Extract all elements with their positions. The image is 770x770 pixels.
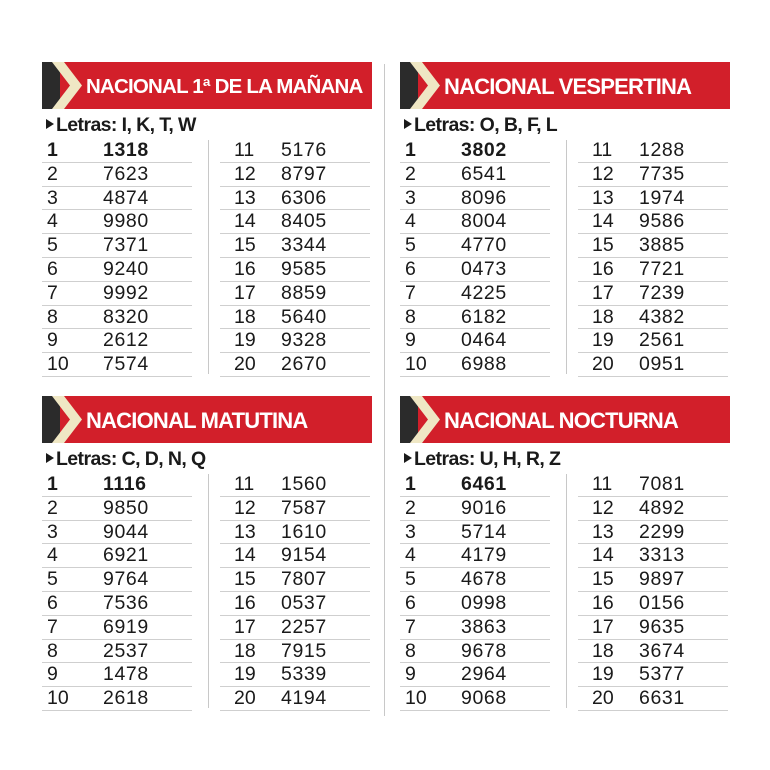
result-row: [400, 568, 550, 592]
result-number: 7371: [103, 234, 149, 257]
result-position: 18: [592, 639, 614, 662]
result-position: 6: [47, 257, 58, 280]
results-column-left: [400, 139, 550, 377]
result-position: 8: [47, 639, 58, 662]
result-number: 4382: [639, 305, 685, 328]
letras-text: Letras: U, H, R, Z: [414, 448, 561, 470]
result-position: 3: [405, 520, 416, 543]
block-banner: [400, 396, 730, 443]
result-row: [42, 497, 192, 521]
result-number: 6919: [103, 615, 149, 638]
result-number: 2537: [103, 639, 149, 662]
result-number: 3802: [461, 139, 507, 161]
results-block-nocturna: [400, 396, 732, 718]
result-number: 9068: [461, 687, 507, 710]
result-position: 8: [405, 639, 416, 662]
result-position: 4: [405, 544, 416, 567]
result-row: [400, 687, 550, 711]
result-position: 18: [234, 639, 256, 662]
result-number: 4179: [461, 544, 507, 567]
result-number: 7915: [281, 639, 327, 662]
result-row: [400, 282, 550, 306]
block-title: NACIONAL MATUTINA: [86, 408, 308, 433]
results-block-matutina: [42, 396, 374, 718]
result-row: [400, 329, 550, 353]
result-number: 6461: [461, 473, 507, 495]
block-banner: [42, 62, 372, 109]
result-row: [220, 210, 370, 234]
result-row: [220, 306, 370, 330]
result-row: [220, 187, 370, 211]
result-number: 9980: [103, 210, 149, 233]
result-number: 3863: [461, 615, 507, 638]
result-position: 6: [47, 591, 58, 614]
result-number: 0464: [461, 329, 507, 352]
result-row: [42, 329, 192, 353]
result-position: 17: [592, 615, 614, 638]
result-row: [400, 306, 550, 330]
block-banner: [400, 62, 730, 109]
result-position: 12: [234, 162, 256, 185]
result-number: 5640: [281, 305, 327, 328]
result-number: 7536: [103, 591, 149, 614]
result-row: [220, 497, 370, 521]
result-row: [400, 663, 550, 687]
inner-column-divider: [566, 474, 567, 708]
results-block-vespertina: [400, 62, 732, 384]
result-row: [578, 473, 728, 497]
letras-text: Letras: O, B, F, L: [414, 114, 558, 136]
result-row: [220, 521, 370, 545]
result-row: [578, 568, 728, 592]
result-position: 16: [592, 591, 614, 614]
result-position: 10: [47, 353, 69, 376]
result-number: 9678: [461, 639, 507, 662]
result-position: 11: [592, 139, 613, 161]
result-row: [220, 616, 370, 640]
result-position: 19: [592, 329, 614, 352]
results-column-right: [578, 139, 728, 377]
result-row: [578, 687, 728, 711]
result-number: 4194: [281, 687, 327, 710]
result-row: [578, 640, 728, 664]
result-number: 0537: [281, 591, 327, 614]
result-row: [42, 544, 192, 568]
result-position: 4: [47, 210, 58, 233]
result-number: 7735: [639, 162, 685, 185]
result-row: [42, 258, 192, 282]
result-number: 3313: [639, 544, 685, 567]
result-row: [42, 592, 192, 616]
result-number: 0998: [461, 591, 507, 614]
result-position: 7: [405, 281, 416, 304]
result-row: [400, 187, 550, 211]
result-row: [400, 640, 550, 664]
result-number: 2670: [281, 353, 327, 376]
result-position: 13: [234, 186, 256, 209]
results-column-right: [220, 139, 370, 377]
result-row: [220, 163, 370, 187]
result-row: [578, 139, 728, 163]
letras-line: [404, 112, 557, 138]
result-number: 9016: [461, 496, 507, 519]
result-number: 0156: [639, 591, 685, 614]
result-position: 3: [47, 186, 58, 209]
result-position: 10: [405, 353, 427, 376]
result-number: 4678: [461, 568, 507, 591]
result-number: 9328: [281, 329, 327, 352]
result-number: 2257: [281, 615, 327, 638]
result-number: 6988: [461, 353, 507, 376]
result-number: 7623: [103, 162, 149, 185]
result-position: 12: [592, 162, 614, 185]
result-position: 14: [234, 544, 256, 567]
result-position: 15: [234, 234, 256, 257]
result-number: 6631: [639, 687, 685, 710]
result-row: [578, 258, 728, 282]
result-position: 1: [405, 139, 416, 161]
result-position: 1: [405, 473, 416, 495]
result-position: 13: [592, 520, 614, 543]
result-position: 13: [234, 520, 256, 543]
letras-line: [404, 446, 560, 472]
result-position: 15: [234, 568, 256, 591]
result-row: [400, 616, 550, 640]
result-number: 2964: [461, 663, 507, 686]
result-position: 11: [234, 473, 255, 495]
result-number: 5377: [639, 663, 685, 686]
result-row: [400, 234, 550, 258]
result-position: 7: [405, 615, 416, 638]
result-position: 18: [234, 305, 256, 328]
result-number: 3674: [639, 639, 685, 662]
result-position: 2: [405, 496, 416, 519]
result-row: [578, 521, 728, 545]
block-title: NACIONAL VESPERTINA: [444, 74, 692, 99]
result-row: [578, 616, 728, 640]
result-position: 20: [234, 353, 256, 376]
result-row: [220, 687, 370, 711]
inner-column-divider: [208, 474, 209, 708]
result-number: 7239: [639, 281, 685, 304]
result-position: 6: [405, 591, 416, 614]
result-position: 20: [234, 687, 256, 710]
result-position: 14: [234, 210, 256, 233]
result-row: [220, 473, 370, 497]
result-position: 15: [592, 234, 614, 257]
result-row: [578, 592, 728, 616]
result-row: [42, 282, 192, 306]
result-position: 2: [47, 162, 58, 185]
result-position: 12: [234, 496, 256, 519]
result-position: 10: [405, 687, 427, 710]
result-number: 7081: [639, 473, 685, 495]
result-number: 5176: [281, 139, 327, 161]
block-title: NACIONAL 1ª DE LA MAÑANA: [86, 75, 363, 98]
result-number: 9764: [103, 568, 149, 591]
result-row: [42, 163, 192, 187]
result-row: [42, 139, 192, 163]
result-row: [400, 163, 550, 187]
results-column-right: [220, 473, 370, 711]
result-position: 3: [47, 520, 58, 543]
result-position: 7: [47, 615, 58, 638]
center-divider: [384, 64, 385, 716]
result-position: 2: [405, 162, 416, 185]
result-row: [578, 282, 728, 306]
result-position: 17: [234, 615, 256, 638]
result-number: 1318: [103, 139, 149, 161]
result-row: [400, 258, 550, 282]
result-number: 9044: [103, 520, 149, 543]
result-row: [578, 163, 728, 187]
result-position: 9: [405, 329, 416, 352]
result-position: 19: [234, 663, 256, 686]
result-position: 16: [592, 257, 614, 280]
result-position: 5: [47, 568, 58, 591]
result-position: 9: [47, 329, 58, 352]
inner-column-divider: [566, 140, 567, 374]
result-row: [42, 687, 192, 711]
result-position: 4: [405, 210, 416, 233]
result-row: [400, 210, 550, 234]
result-number: 7574: [103, 353, 149, 376]
result-number: 5714: [461, 520, 507, 543]
result-row: [578, 497, 728, 521]
inner-column-divider: [208, 140, 209, 374]
result-number: 1610: [281, 520, 327, 543]
result-position: 5: [47, 234, 58, 257]
result-position: 17: [234, 281, 256, 304]
result-row: [220, 568, 370, 592]
result-position: 15: [592, 568, 614, 591]
result-row: [220, 663, 370, 687]
result-row: [578, 306, 728, 330]
result-number: 7587: [281, 496, 327, 519]
results-column-left: [42, 139, 192, 377]
result-number: 5339: [281, 663, 327, 686]
result-number: 1288: [639, 139, 685, 161]
result-number: 8859: [281, 281, 327, 304]
result-row: [400, 497, 550, 521]
result-row: [220, 353, 370, 377]
result-number: 6182: [461, 305, 507, 328]
result-row: [220, 282, 370, 306]
result-row: [400, 353, 550, 377]
results-block-primera-manana: [42, 62, 374, 384]
result-number: 6921: [103, 544, 149, 567]
result-number: 9897: [639, 568, 685, 591]
result-number: 2561: [639, 329, 685, 352]
result-row: [578, 210, 728, 234]
result-row: [220, 139, 370, 163]
result-number: 8004: [461, 210, 507, 233]
result-number: 9850: [103, 496, 149, 519]
result-number: 8096: [461, 186, 507, 209]
result-position: 2: [47, 496, 58, 519]
result-position: 13: [592, 186, 614, 209]
result-position: 14: [592, 544, 614, 567]
result-row: [42, 210, 192, 234]
result-number: 9992: [103, 281, 149, 304]
result-position: 3: [405, 186, 416, 209]
result-position: 19: [234, 329, 256, 352]
result-row: [220, 592, 370, 616]
result-row: [578, 187, 728, 211]
result-number: 9586: [639, 210, 685, 233]
letras-line: [46, 112, 196, 138]
result-position: 11: [592, 473, 613, 495]
result-row: [42, 663, 192, 687]
result-number: 8405: [281, 210, 327, 233]
triangle-bullet-icon: [46, 119, 54, 129]
result-row: [400, 521, 550, 545]
result-number: 7807: [281, 568, 327, 591]
block-title: NACIONAL NOCTURNA: [444, 408, 679, 433]
result-position: 4: [47, 544, 58, 567]
result-row: [42, 306, 192, 330]
result-position: 14: [592, 210, 614, 233]
result-number: 4874: [103, 186, 149, 209]
result-row: [220, 544, 370, 568]
result-number: 4892: [639, 496, 685, 519]
result-position: 5: [405, 568, 416, 591]
result-row: [578, 234, 728, 258]
result-row: [400, 592, 550, 616]
result-row: [220, 329, 370, 353]
triangle-bullet-icon: [46, 453, 54, 463]
banner-dark-strip: [42, 396, 60, 443]
result-number: 6541: [461, 162, 507, 185]
result-position: 16: [234, 257, 256, 280]
result-row: [220, 234, 370, 258]
result-position: 10: [47, 687, 69, 710]
result-position: 9: [47, 663, 58, 686]
result-row: [578, 544, 728, 568]
result-number: 9635: [639, 615, 685, 638]
result-position: 8: [47, 305, 58, 328]
banner-dark-strip: [400, 396, 418, 443]
result-position: 19: [592, 663, 614, 686]
result-row: [220, 640, 370, 664]
banner-dark-strip: [42, 62, 60, 109]
result-number: 4225: [461, 281, 507, 304]
result-row: [42, 616, 192, 640]
results-column-right: [578, 473, 728, 711]
result-row: [578, 329, 728, 353]
result-row: [578, 663, 728, 687]
banner-dark-strip: [400, 62, 418, 109]
result-number: 8320: [103, 305, 149, 328]
result-row: [400, 544, 550, 568]
result-row: [578, 353, 728, 377]
result-row: [42, 640, 192, 664]
result-position: 11: [234, 139, 255, 161]
result-position: 5: [405, 234, 416, 257]
result-position: 7: [47, 281, 58, 304]
letras-line: [46, 446, 206, 472]
result-number: 7721: [639, 257, 685, 280]
result-number: 8797: [281, 162, 327, 185]
result-position: 8: [405, 305, 416, 328]
result-row: [220, 258, 370, 282]
triangle-bullet-icon: [404, 453, 412, 463]
result-number: 1560: [281, 473, 327, 495]
results-column-left: [400, 473, 550, 711]
result-row: [400, 139, 550, 163]
result-position: 12: [592, 496, 614, 519]
result-row: [42, 473, 192, 497]
result-number: 1478: [103, 663, 149, 686]
result-position: 6: [405, 257, 416, 280]
result-number: 6306: [281, 186, 327, 209]
result-row: [400, 473, 550, 497]
result-number: 3885: [639, 234, 685, 257]
result-number: 9585: [281, 257, 327, 280]
letras-text: Letras: C, D, N, Q: [56, 448, 206, 470]
result-position: 20: [592, 687, 614, 710]
result-number: 0473: [461, 257, 507, 280]
result-number: 4770: [461, 234, 507, 257]
block-banner: [42, 396, 372, 443]
result-number: 0951: [639, 353, 685, 376]
result-number: 1116: [103, 473, 147, 495]
result-position: 1: [47, 139, 58, 161]
result-position: 17: [592, 281, 614, 304]
result-position: 18: [592, 305, 614, 328]
result-number: 9154: [281, 544, 327, 567]
result-row: [42, 521, 192, 545]
result-number: 2612: [103, 329, 149, 352]
result-row: [42, 353, 192, 377]
result-row: [42, 234, 192, 258]
result-number: 2299: [639, 520, 685, 543]
result-row: [42, 187, 192, 211]
result-position: 1: [47, 473, 58, 495]
results-column-left: [42, 473, 192, 711]
result-row: [42, 568, 192, 592]
triangle-bullet-icon: [404, 119, 412, 129]
result-position: 20: [592, 353, 614, 376]
letras-text: Letras: I, K, T, W: [56, 114, 196, 136]
result-number: 3344: [281, 234, 327, 257]
result-number: 9240: [103, 257, 149, 280]
result-number: 1974: [639, 186, 685, 209]
result-number: 2618: [103, 687, 149, 710]
result-position: 9: [405, 663, 416, 686]
result-position: 16: [234, 591, 256, 614]
